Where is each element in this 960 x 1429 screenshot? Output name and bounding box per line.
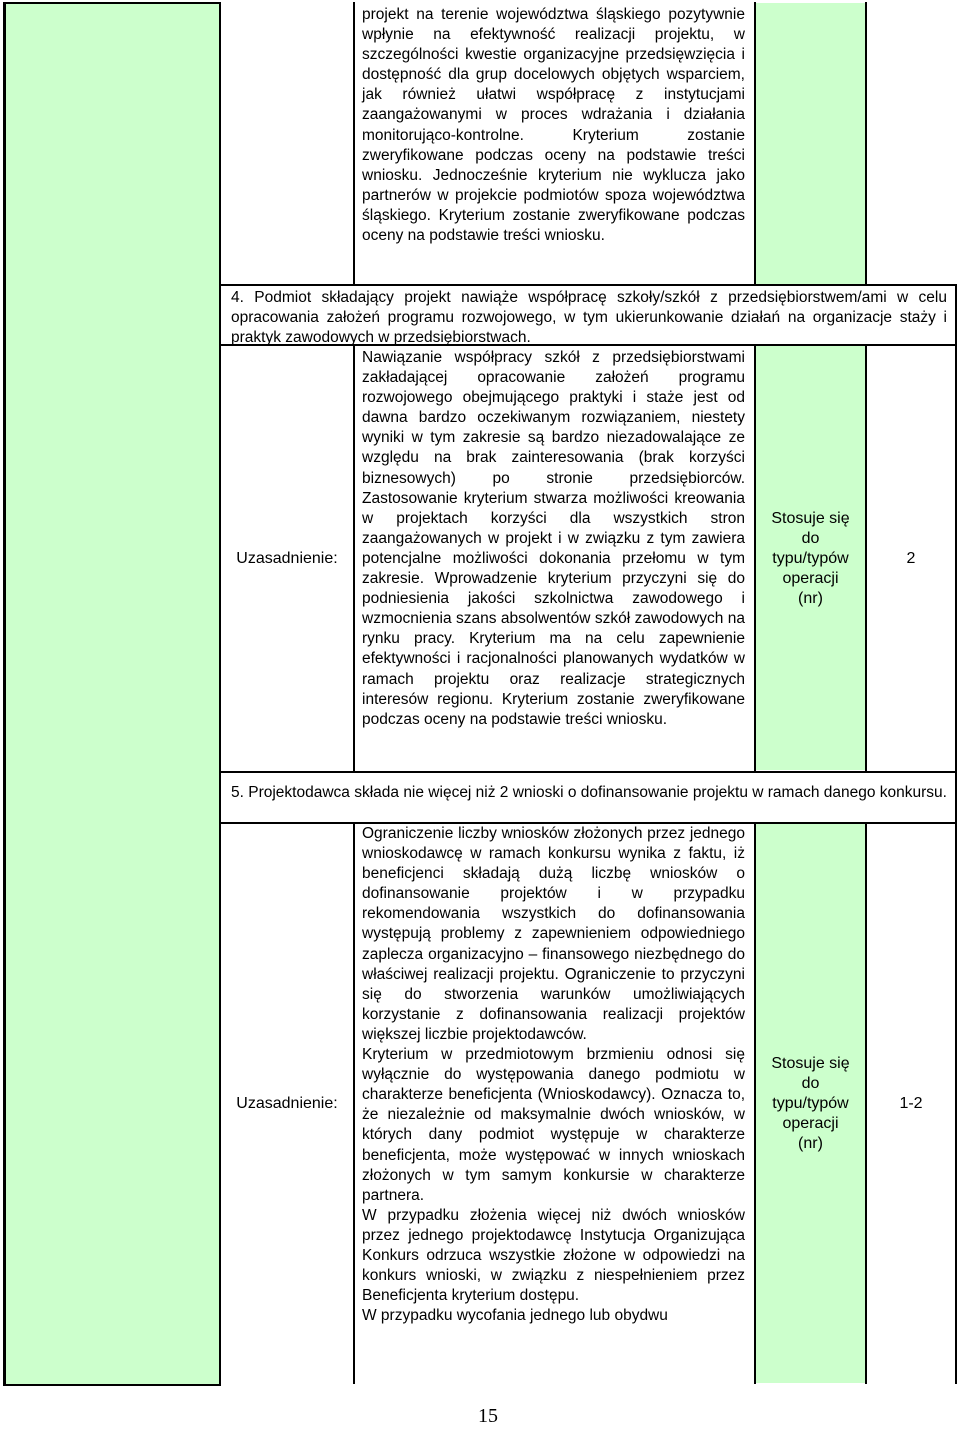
applies-line-3: typu/typów [772, 1095, 849, 1112]
criterion-5-justification [362, 824, 745, 1326]
col-divider-number-1 [865, 2, 867, 285]
justification-paragraph-1: Ograniczenie liczby wniosków złożonych przez jednego wnioskodawcę w ramach konkursu wynika z faktu, iż beneficjenci składają dużą liczbę wniosków o dofinansowanie projektów i w przypadku rekomendowania wszystkich do dofinansowania występują problemy z zapewnieniem odpowiedniego zaplecza organizacyjno – finansowego niezbędnego do właściwej realizacji projektu. Ograniczenie to przyczyni się do stworzenia warunków umożliwiających korzystanie z dofinansowania realizacji projektów większej liczbie projektodawców. [362, 825, 745, 1043]
criterion-5-label: Uzasadnienie: [236, 1095, 338, 1112]
table-border-left [3, 2, 6, 1386]
criterion-5-number: 1-2 [899, 1095, 923, 1112]
criterion-4-heading: 4. Podmiot składający projekt nawiąże współpracę szkoły/szkół z przedsiębiorstwem/ami w celu opracowania założeń programu rozwojowego, w tym ukierunkowanie działań na organizacje staży i praktyk zawodowych w przedsiębiorstwach. [231, 289, 947, 347]
criterion-4-number: 2 [906, 549, 916, 567]
table-border-right-2 [955, 774, 957, 1384]
applies-line-2: do [801, 1075, 820, 1092]
criterion-5-applies [756, 824, 865, 1384]
row-divider-3 [219, 771, 957, 773]
applies-line-5: (nr) [798, 589, 823, 607]
table-border-bottom [3, 1384, 221, 1386]
applies-line-1: Stosuje się [771, 1055, 850, 1072]
criterion-4-justification: Nawiązanie współpracy szkół z przedsiębiorstwami zakładającej opracowanie założeń programu rozwojowego obejmującego praktyki i staże jest od dawna bardzo oczekiwanym rozwiązaniem, niestety wyniki w tym zakresie są bardzo niezadowalające ze względu na brak zainteresowania (brak korzyści biznesowych) po stronie przedsiębiorców. Zastosowanie kryterium stwarza możliwości kreowania w projektach korzyści dla wszystkich stron zaangażowanych w projekt i w związku z tym zawiera potencjalne możliwości dokonania przełomu w tym zakresie. Wprowadzenie kryterium przyczyni się do podniesienia jakości szkolnictwa zawodowego i wzmocnienia szans absolwentów szkół zawodowych na rynku pracy. Kryterium ma na celu zapewnienie efektywności i racjonalności planowanych wydatków w ramach projektu oraz realizacje strategicznych interesów regionu. Kryterium zostanie zweryfikowane podczas oceny na podstawie treści wniosku. [362, 349, 745, 728]
applies-line-2: do [801, 529, 820, 547]
row-divider-1 [219, 284, 957, 286]
col-divider-text-1 [353, 2, 355, 285]
col-divider-text-3 [353, 822, 355, 1384]
applies-line-5: (nr) [798, 1135, 823, 1152]
table-border-top [3, 2, 219, 4]
justification-paragraph-4: W przypadku wycofania jednego lub obydwu [362, 1307, 668, 1325]
continuation-text: projekt na terenie województwa śląskiego pozytywnie wpłynie na efektywność realizacji projektu, w szczególności kwestie organizacyjne przedsięwzięcia i dostępność dla grup docelowych objętych wsparciem, jak również ułatwi współpracę z instytucjami zaangażowanymi w proces wdrażania i działania monitorująco-kontrolne. Kryterium zostanie zweryfikowane podczas oceny na podstawie treści wniosku. Jednocześnie kryterium nie wyklucza jako partnerów w projekcie podmiotów spoza województwa śląskiego. Kryterium zostanie zweryfikowane podczas oceny na podstawie treści wniosku. [362, 6, 745, 245]
col-divider-text-2 [353, 344, 355, 772]
applies-line-1: Stosuje się [771, 509, 850, 527]
criterion-4-label: Uzasadnienie: [236, 549, 338, 567]
applies-line-4: operacji [782, 569, 839, 587]
criterion-4-applies [756, 346, 865, 771]
page-number: 15 [478, 1405, 498, 1427]
criterion-5-heading: 5. Projektodawca składa nie więcej niż 2 wnioski o dofinansowanie projektu w ramach danego konkursu. [231, 784, 947, 801]
table-border-right-1 [955, 284, 957, 774]
left-margin-column [5, 3, 219, 1385]
applies-line-3: typu/typów [772, 549, 849, 567]
applies-line-4: operacji [782, 1115, 839, 1132]
justification-paragraph-2: Kryterium w przedmiotowym brzmieniu odnosi się wyłącznie do występowania danego podmiotu w charakterze beneficjenta (Wnioskodawcy). Oznacza to, że niezależnie od maksymalnie dwóch wniosków, w których dany podmiot występuje w charakterze beneficjenta, może występować w innych wnioskach złożonych w tym samym konkursie w charakterze partnera. [362, 1046, 745, 1204]
justification-paragraph-3: W przypadku złożenia więcej niż dwóch wniosków przez jednego projektodawcę Instytucja Organizująca Konkurs odrzuca wszystkie złożone w odpowiedzi na konkurs wnioski, w związku z niespełnieniem przez Beneficjenta kryterium dostępu. [362, 1206, 745, 1305]
applies-column-1 [755, 3, 865, 286]
col-divider-applies-1 [754, 2, 756, 285]
